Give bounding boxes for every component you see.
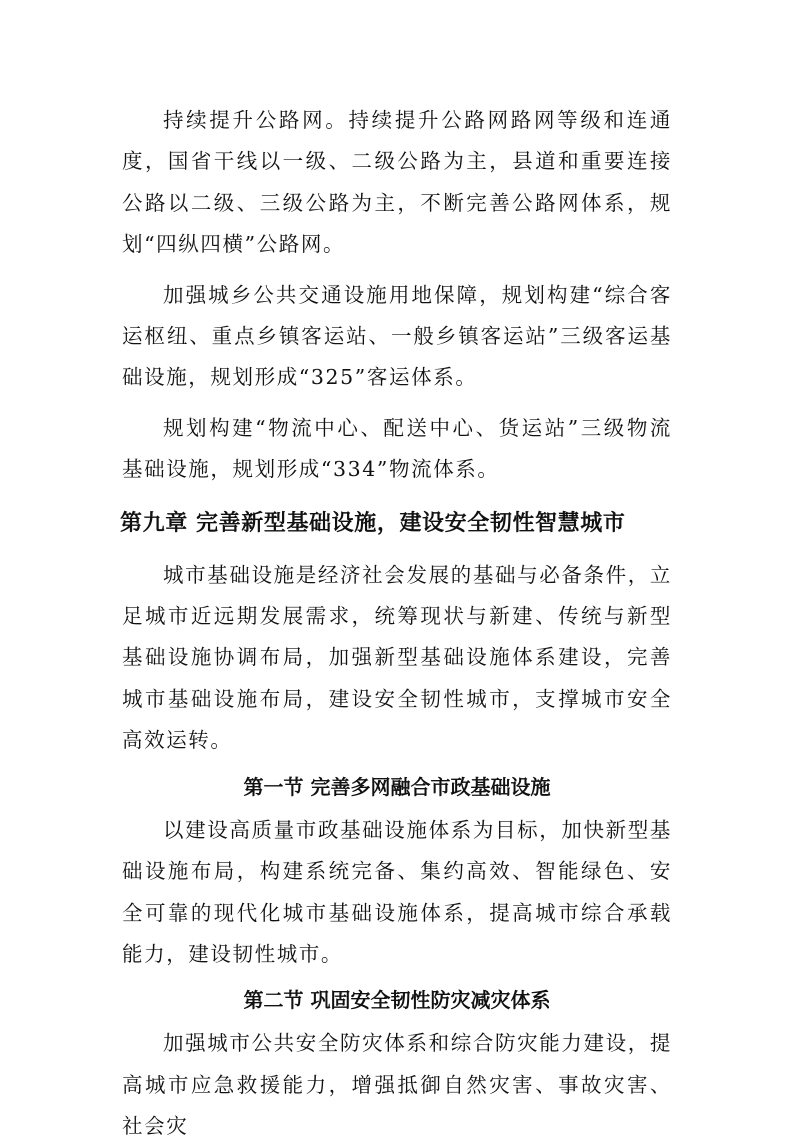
paragraph-section-1: 以建设高质量市政基础设施体系为目标，加快新型基础设施布局，构建系统完备、集约高效、智能绿色、安全可靠的现代化城市基础设施体系，提高城市综合承载能力，建设韧性城市。 [122, 817, 672, 966]
paragraph-highway-network: 持续提升公路网。持续提升公路网路网等级和连通度，国省干线以一级、二级公路为主，县道和重要连接公路以二级、三级公路为主，不断完善公路网体系，规划“四纵四横”公路网。 [122, 108, 672, 257]
paragraph-public-transit: 加强城乡公共交通设施用地保障，规划构建“综合客运枢纽、重点乡镇客运站、一般乡镇客运站”三级客运基础设施，规划形成“325”客运体系。 [122, 282, 672, 390]
paragraph-chapter-intro: 城市基础设施是经济社会发展的基础与必备条件，立足城市近远期发展需求，统筹现状与新建、传统与新型基础设施协调布局，加强新型基础设施体系建设，完善城市基础设施布局，建设安全韧性城市，支撑城市安全高效运转。 [122, 562, 672, 753]
chapter-heading: 第九章 完善新型基础设施，建设安全韧性智慧城市 [120, 510, 626, 536]
paragraph-logistics: 规划构建“物流中心、配送中心、货运站”三级物流基础设施，规划形成“334”物流体系。 [122, 415, 672, 482]
page-content [122, 100, 672, 1148]
section-heading-2: 第二节 巩固安全韧性防灾减灾体系 [243, 988, 551, 1013]
paragraph-section-2: 加强城市公共安全防灾体系和综合防灾能力建设，提高城市应急救援能力，增强抵御自然灾害、事故灾害、社会灾 [122, 1031, 672, 1139]
section-heading-1: 第一节 完善多网融合市政基础设施 [243, 774, 551, 799]
